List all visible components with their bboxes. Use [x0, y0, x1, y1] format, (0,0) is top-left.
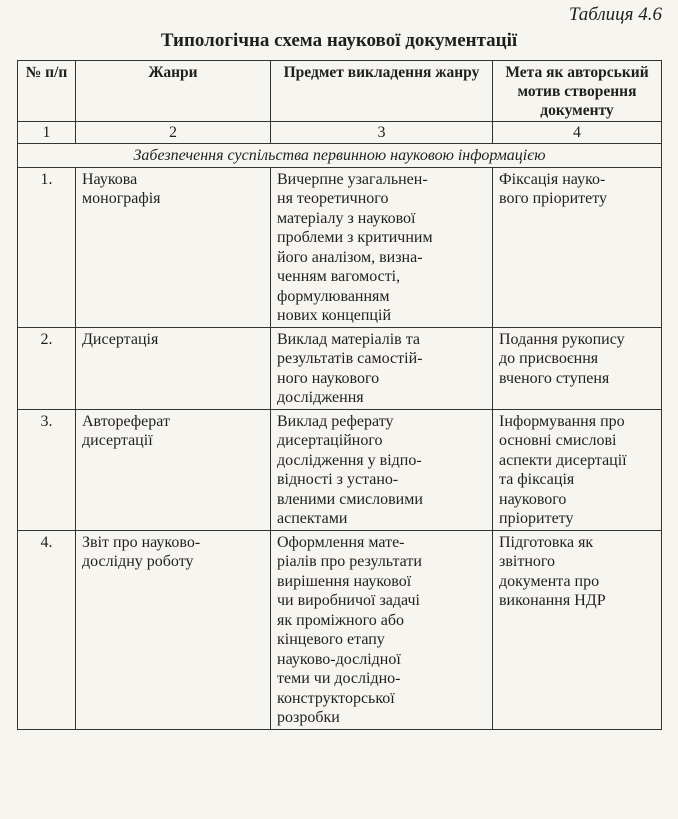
- genre-cell: Автореферат дисертації: [76, 409, 271, 530]
- genre-cell: Дисертація: [76, 327, 271, 409]
- column-number: 2: [76, 122, 271, 144]
- section-row: [18, 144, 662, 168]
- table-row: [18, 167, 662, 327]
- column-number: 4: [493, 122, 662, 144]
- section-heading: Забезпечення суспільства первинною науковою інформацією: [18, 144, 662, 168]
- header-row: [18, 61, 662, 122]
- column-numbers-row: [18, 122, 662, 144]
- table-row: [18, 530, 662, 729]
- row-number: 3.: [18, 409, 76, 530]
- table-number-label: Таблиця 4.6: [568, 4, 662, 25]
- row-number: 2.: [18, 327, 76, 409]
- row-number: 1.: [18, 167, 76, 327]
- goal-cell: Інформування про основні смислові аспекти дисертації та фіксація наукового пріоритету: [493, 409, 662, 530]
- genre-cell: Наукова монографія: [76, 167, 271, 327]
- typology-table: [17, 60, 662, 730]
- column-number: 3: [271, 122, 493, 144]
- subject-cell: Оформлення мате- ріалів про результати вирішення наукової чи виробничої задачі як проміжного або кінцевого етапу науково-дослідної теми чи дослідно- конструкторської розробки: [271, 530, 493, 729]
- header-goal: Мета як авторський мотив створення документу: [493, 61, 662, 122]
- genre-cell: Звіт про науково- дослідну роботу: [76, 530, 271, 729]
- row-number: 4.: [18, 530, 76, 729]
- subject-cell: Вичерпне узагальнен- ня теоретичного матеріалу з наукової проблеми з критичним його аналізом, визна- ченням вагомості, формулюванням нових концепцій: [271, 167, 493, 327]
- table-title: Типологічна схема наукової документації: [160, 30, 518, 51]
- goal-cell: Фіксація науко- вого пріоритету: [493, 167, 662, 327]
- table-row: [18, 327, 662, 409]
- header-num: № п/п: [18, 61, 76, 122]
- goal-cell: Підготовка як звітного документа про виконання НДР: [493, 530, 662, 729]
- header-subject: Предмет викладення жанру: [271, 61, 493, 122]
- goal-cell: Подання рукопису до присвоєння вченого ступеня: [493, 327, 662, 409]
- subject-cell: Виклад матеріалів та результатів самостій- ного наукового дослідження: [271, 327, 493, 409]
- column-number: 1: [18, 122, 76, 144]
- subject-cell: Виклад реферату дисертаційного дослідження у відпо- відності з устано- вленими смисловими аспектами: [271, 409, 493, 530]
- header-genre: Жанри: [76, 61, 271, 122]
- table-row: [18, 409, 662, 530]
